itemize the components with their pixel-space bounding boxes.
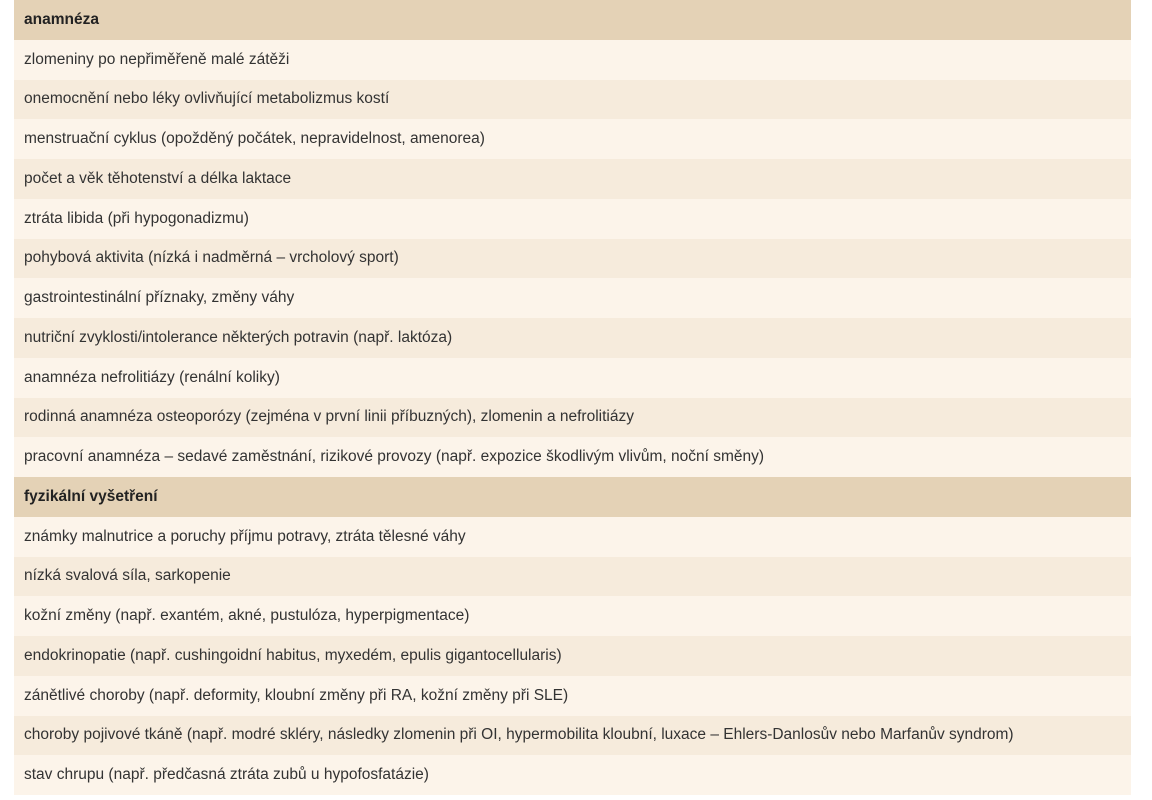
section-header-anamneza: anamnéza [14, 0, 1131, 40]
table-row: ztráta libida (při hypogonadizmu) [14, 199, 1131, 239]
table-row: pracovní anamnéza – sedavé zaměstnání, rizikové provozy (např. expozice škodlivým vlivům, noční směny) [14, 437, 1131, 477]
table-row: počet a věk těhotenství a délka laktace [14, 159, 1131, 199]
section-header-fyzikalni-vysetreni: fyzikální vyšetření [14, 477, 1131, 517]
table-row: stav chrupu (např. předčasná ztráta zubů u hypofosfatázie) [14, 755, 1131, 795]
table-row: zlomeniny po nepřiměřeně malé zátěži [14, 40, 1131, 80]
table-row: anamnéza nefrolitiázy (renální koliky) [14, 358, 1131, 398]
table-row: nutriční zvyklosti/intolerance některých potravin (např. laktóza) [14, 318, 1131, 358]
table-row: rodinná anamnéza osteoporózy (zejména v první linii příbuzných), zlomenin a nefrolitiázy [14, 398, 1131, 438]
table-row: nízká svalová síla, sarkopenie [14, 557, 1131, 597]
findings-table [14, 0, 1131, 795]
table-row: menstruační cyklus (opožděný počátek, nepravidelnost, amenorea) [14, 119, 1131, 159]
table-row: endokrinopatie (např. cushingoidní habitus, myxedém, epulis gigantocellularis) [14, 636, 1131, 676]
table-row: gastrointestinální příznaky, změny váhy [14, 278, 1131, 318]
table-row: pohybová aktivita (nízká i nadměrná – vrcholový sport) [14, 239, 1131, 279]
table-row: zánětlivé choroby (např. deformity, kloubní změny při RA, kožní změny při SLE) [14, 676, 1131, 716]
table-row: kožní změny (např. exantém, akné, pustulóza, hyperpigmentace) [14, 596, 1131, 636]
table-row: známky malnutrice a poruchy příjmu potravy, ztráta tělesné váhy [14, 517, 1131, 557]
table-row: choroby pojivové tkáně (např. modré skléry, následky zlomenin při OI, hypermobilita kloubní, luxace – Ehlers-Danlosův nebo Marfanův syndrom) [14, 716, 1131, 756]
table-row: onemocnění nebo léky ovlivňující metabolizmus kostí [14, 80, 1131, 120]
